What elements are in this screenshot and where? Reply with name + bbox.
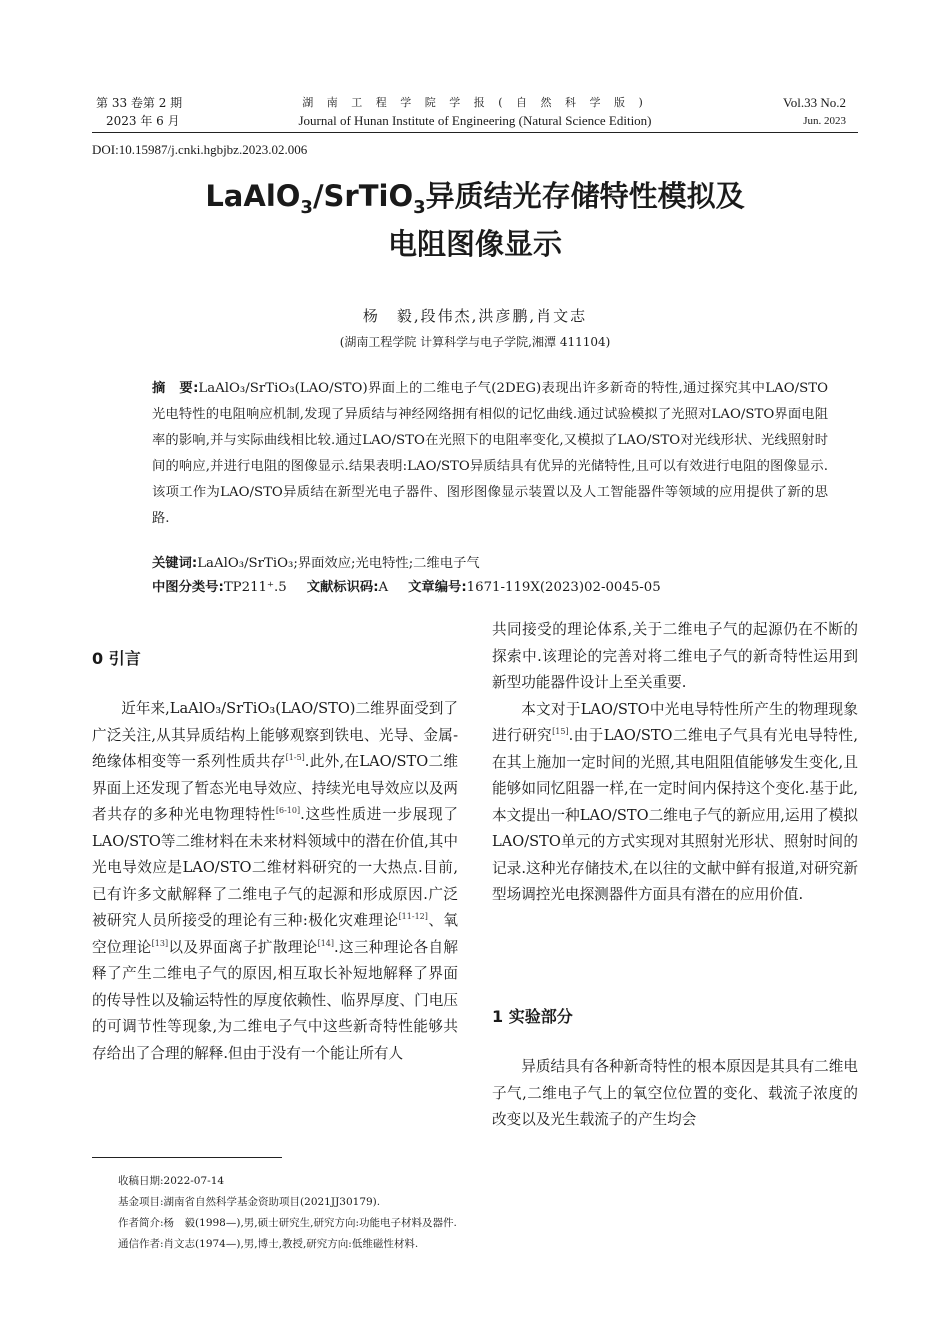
date-cn: 2023 年 6 月 (106, 114, 180, 128)
abstract-text: LaAlO₃/SrTiO₃(LAO/STO)界面上的二维电子气(2DEG)表现出许多新奇的特性,通过探究其中LAO/STO光电特性的电阻响应机制,发现了异质结与神经网络拥有相似的记忆曲线.通过试验模拟了光照对LAO/STO界面电阻率的影响,并与实际曲线相比较.通过LAO/STO在光照下的电阻率变化,又模拟了LAO/STO对光线形状、光线照射时间的响应,并进行电阻的图像显示.结果表明:LAO/STO异质结具有优异的光储特性,且可以有效进行电阻的图像显示.该项工作为LAO/STO异质结在新型光电子器件、图形图像显示装置以及人工智能器件等领域的应用提供了新的思路. (152, 381, 828, 526)
section-0-para1: 近年来,LaAlO₃/SrTiO₃(LAO/STO)二维界面受到了广泛关注,从其异质结构上能够观察到铁电、光导、金属-绝缘体相变等一系列性质共存[1-5].此外,在LAO/STO二维界面上还发现了暂态光电导效应、持续光电导效应以及两者共存的多种光电物理特性[6-10].这些性质进一步展现了LAO/STO等二维材料在未来材料领域中的潜在价值,其中光电导效应是LAO/STO二维材料研究的一大热点.目前,已有许多文献解释了二维电子气的起源和形成原因.广泛被研究人员所接受的理论有三种:极化灾难理论[11-12]、氧空位理论[13]以及界面离子扩散理论[14].这三种理论各自解释了产生二维电子气的原因,相互取长补短地解释了界面的传导性以及输运特性的厚度依赖性、临界厚度、门电压的可调节性等现象,为二维电子气中这些新奇特性能够共存给出了合理的解释.但由于没有一个能让所有人 (92, 700, 458, 1062)
section-1-para1: 异质结具有各种新奇特性的根本原因是其具有二维电子气,二维电子气上的氧空位位置的变化、载流子浓度的改变以及光生载流子的产生均会 (492, 1058, 858, 1128)
header-rule (92, 132, 858, 133)
authors: 杨 毅,段伟杰,洪彦鹏,肖文志 (362, 307, 588, 325)
footnote-rule (92, 1157, 282, 1158)
journal-cn: 湖 南 工 程 学 院 学 报 ( 自 然 科 学 版 ) (302, 96, 648, 109)
page-title-line2: 电阻图像显示 (387, 227, 562, 261)
footnote-fund: 基金项目:湖南省自然科学基金资助项目(2021JJ30179). (118, 1196, 381, 1208)
section-0-para2: 本文对于LAO/STO中光电导特性所产生的物理现象进行研究[15].由于LAO/STO二维电子气具有光电导特性,在其上施加一定时间的光照,其电阻阻值能够发生变化,且能够如同忆阻器一样,在一定时间内保持这个变化.基于此,本文提出一种LAO/STO二维电子气的新应用,运用了模拟LAO/STO单元的方式实现对其照射光形状、照射时间的记录.这种光存储技术,在以往的文献中鲜有报道,对研究新型场调控光电探测器件方面具有潜在的应用价值. (492, 700, 858, 903)
affiliation: (湖南工程学院 计算科学与电子学院,湘潭 411104) (339, 335, 611, 349)
issue-cn: 第 33 卷第 2 期 (96, 96, 183, 110)
citation: [11-12] (398, 912, 428, 922)
header-volume (696, 94, 846, 130)
section-1-heading: 1 实验部分 (492, 1007, 573, 1026)
footnote-corresponding: 通信作者:肖文志(1974—),男,博士,教授,研究方向:低维磁性材料. (118, 1238, 419, 1250)
journal-en: Journal of Hunan Institute of Engineering (Natural Science Edition) (298, 113, 652, 128)
header-issue (96, 94, 256, 130)
footnote-received: 收稿日期:2022-07-14 (118, 1175, 225, 1187)
doi: DOI:10.15987/j.cnki.hgbjbz.2023.02.006 (92, 142, 308, 157)
header-journal (255, 94, 695, 130)
citation: [13] (151, 938, 169, 948)
section-0-para1-cont: 共同接受的理论体系,关于二维电子气的起源仍在不断的探索中.该理论的完善对将二维电子气的新奇特性运用到新型功能器件设计上至关重要. (492, 621, 858, 691)
citation: [15] (552, 727, 569, 737)
keywords: 关键词:LaAlO₃/SrTiO₃;界面效应;光电特性;二维电子气 (152, 556, 480, 571)
right-column-top (492, 617, 858, 909)
citation: [14] (317, 938, 335, 948)
citation: [1-5] (285, 753, 305, 763)
classification: 中图分类号:TP211⁺.5 文献标识码:A 文章编号:1671-119X(2023)02-0045-05 (152, 580, 661, 595)
footnote-author: 作者简介:杨 毅(1998—),男,硕士研究生,研究方向:功能电子材料及器件. (118, 1217, 457, 1229)
page-title: LaAlO$_3$/SrTiO$_3$异质结光存储特性模拟及 (205, 179, 745, 218)
abstract-label: 摘 要: (152, 381, 199, 396)
date-en: Jun. 2023 (803, 115, 846, 127)
vol-en: Vol.33 No.2 (783, 95, 846, 110)
citation: [6-10] (275, 806, 301, 816)
section-0-heading: 0 引言 (92, 649, 141, 668)
abstract (152, 376, 828, 532)
